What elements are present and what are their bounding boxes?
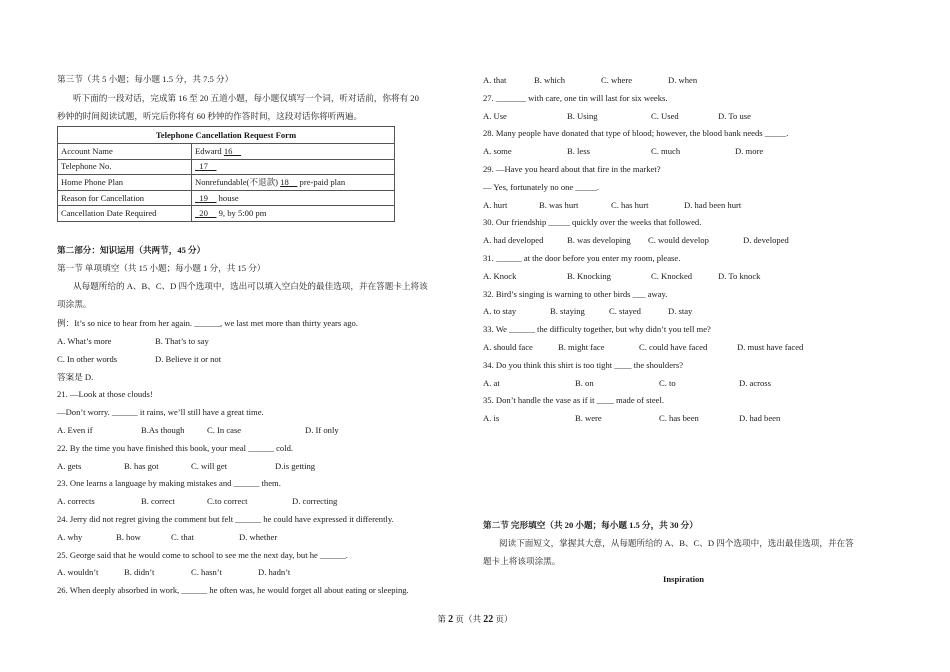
question-options (483, 200, 899, 211)
option[interactable]: C. has hurt (611, 200, 649, 210)
question-stem: 27. _______ with care, one tin will last for six weeks. (483, 93, 668, 103)
form-value (192, 159, 395, 175)
question-options (483, 378, 899, 389)
option[interactable]: D. developed (743, 235, 789, 245)
section1-title: 第一节 单项填空（共 15 小题；每小题 1 分，共 15 分） (57, 263, 266, 273)
option[interactable]: A. had developed (483, 235, 544, 245)
form-label: Account Name (58, 144, 192, 160)
section3-instructions-cont: 秒钟的时间阅读试题，听完后你将有 60 秒钟的作答时间，这段对话你将听两遍。 (57, 111, 363, 121)
option: A. What’s more (57, 336, 112, 346)
form-label: Reason for Cancellation (58, 190, 192, 206)
question-options (483, 146, 899, 157)
section1-instructions: 从每题所给的 A、B、C、D 四个选项中，选出可以填入空白处的最佳选项，并在答题卡上将该 (73, 281, 428, 291)
option[interactable]: B. might face (558, 342, 605, 352)
option[interactable]: B. were (575, 413, 602, 423)
option[interactable]: C.to correct (207, 496, 248, 506)
page-number: 2 (448, 614, 454, 625)
section3-title: 第三节（共 5 小题；每小题 1.5 分，共 7.5 分） (57, 74, 234, 84)
option[interactable]: D.is getting (275, 461, 316, 471)
option[interactable]: C. has been (659, 413, 699, 423)
form-value: Edward 16 (192, 144, 395, 160)
option[interactable]: A. wouldn’t (57, 567, 99, 577)
answer-blank[interactable]: 16 (223, 145, 233, 156)
option[interactable]: D. To use (718, 111, 751, 121)
example-options (57, 354, 469, 365)
form-value: 20 9, by 5:00 pm (192, 206, 395, 222)
question-options (483, 235, 899, 246)
option[interactable]: C. will get (191, 461, 228, 471)
question-options (57, 532, 469, 543)
option[interactable]: C. could have faced (639, 342, 708, 352)
option[interactable]: A. corrects (57, 496, 95, 506)
option[interactable]: C. stayed (609, 306, 641, 316)
question-options (483, 306, 899, 317)
question-options (483, 342, 899, 353)
option[interactable]: A. that (483, 75, 507, 85)
question-options (57, 567, 469, 578)
form-row (58, 159, 395, 175)
option[interactable]: D. more (735, 146, 764, 156)
option[interactable]: B. was developing (567, 235, 631, 245)
question-stem: 26. When deeply absorbed in work, ______ he often was, he would forget all about eating or sleeping. (57, 585, 409, 595)
option[interactable]: C. Knocked (651, 271, 693, 281)
form-value: Nonrefundable(不退款) 18 pre-paid plan (192, 175, 395, 191)
option[interactable]: D. must have faced (737, 342, 804, 352)
question-stem-cont: —Don’t worry. ______ it rains, we’ll still have a great time. (57, 407, 264, 417)
form-row (58, 206, 395, 222)
question-stem: 34. Do you think this shirt is too tight ____ the shoulders? (483, 360, 684, 370)
question-stem: 31. ______ at the door before you enter my room, please. (483, 253, 681, 263)
option[interactable]: D. hadn’t (258, 567, 291, 577)
question-stem: 32. Bird’s singing is warning to other birds ___ away. (483, 289, 668, 299)
option[interactable]: A. Knock (483, 271, 517, 281)
option[interactable]: A. at (483, 378, 500, 388)
form-row (58, 144, 395, 160)
question-stem: 24. Jerry did not regret giving the comment but felt ______ he could have expressed it differently. (57, 514, 394, 524)
option[interactable]: A. why (57, 532, 83, 542)
option[interactable]: C. where (601, 75, 633, 85)
passage-title: Inspiration (663, 574, 705, 584)
option[interactable]: A. should face (483, 342, 533, 352)
option[interactable]: C. would develop (648, 235, 709, 245)
option[interactable]: D. whether (239, 532, 278, 542)
option[interactable]: B. has got (124, 461, 159, 471)
page-total: 22 (483, 614, 494, 625)
form-title: Telephone Cancellation Request Form (58, 127, 395, 144)
option[interactable]: B. Knocking (567, 271, 611, 281)
option[interactable]: C. to (659, 378, 676, 388)
section2-instructions: 阅读下面短文，掌握其大意，从每题所给的 A、B、C、D 四个选项中，选出最佳选项，并在答 (499, 538, 854, 548)
section3-instructions: 听下面的一段对话，完成第 16 至 20 五道小题，每小题仅填写一个词，听对话前，你将有 20 (73, 93, 419, 103)
option[interactable]: B. on (575, 378, 594, 388)
question-stem: 33. We ______ the difficulty together, but why didn’t you tell me? (483, 324, 711, 334)
option[interactable]: B. didn’t (124, 567, 155, 577)
form-label: Cancellation Date Required (58, 206, 192, 222)
option[interactable]: D. correcting (292, 496, 338, 506)
option[interactable]: A. Use (483, 111, 507, 121)
part2-title: 第二部分：知识运用（共两节，45 分） (57, 245, 206, 255)
option[interactable]: A. is (483, 413, 500, 423)
option[interactable]: C. Used (651, 111, 679, 121)
question-options (483, 75, 899, 86)
option[interactable]: C. that (171, 532, 194, 542)
option: B. That’s to say (155, 336, 209, 346)
question-options (483, 413, 899, 424)
option: C. In other words (57, 354, 118, 364)
form-value: 19 house (192, 190, 395, 206)
question-options (483, 271, 899, 282)
section2-instructions-cont: 题卡上将该项涂黑。 (483, 556, 561, 566)
option[interactable]: B. was hurt (539, 200, 579, 210)
section1-instructions-cont: 项涂黑。 (57, 299, 92, 309)
option[interactable]: B.As though (141, 425, 185, 435)
question-stem: 29. —Have you heard about that fire in the market? (483, 164, 661, 174)
option[interactable]: B. staying (550, 306, 585, 316)
form-row (58, 175, 395, 191)
example-options (57, 336, 469, 347)
question-options (57, 425, 469, 436)
question-stem: 30. Our friendship _____ quickly over the weeks that followed. (483, 217, 702, 227)
option[interactable]: D. stay (668, 306, 693, 316)
form-row (58, 190, 395, 206)
option[interactable]: C. hasn’t (191, 567, 222, 577)
question-stem: 23. One learns a language by making mistakes and ______ them. (57, 478, 281, 488)
answer-blank[interactable]: 17 (199, 161, 208, 172)
answer-blank[interactable]: 20 (199, 208, 208, 219)
option[interactable]: D. across (739, 378, 771, 388)
option[interactable]: D. To knock (718, 271, 761, 281)
option: D. Believe it or not (155, 354, 222, 364)
example-answer: 答案是 D. (57, 372, 94, 382)
page-footer: 第 2 页（共 22 页） (437, 614, 513, 625)
answer-blank[interactable]: 19 (199, 192, 208, 203)
section2-title: 第二节 完形填空（共 20 小题；每小题 1.5 分，共 30 分） (483, 520, 698, 530)
question-stem: 25. George said that he would come to school to see me the next day, but he ______. (57, 550, 348, 560)
question-stem: 28. Many people have donated that type of blood; however, the blood bank needs _____. (483, 128, 789, 138)
answer-blank[interactable]: 18 (280, 176, 289, 187)
option[interactable]: A. to stay (483, 306, 517, 316)
option[interactable]: A. some (483, 146, 512, 156)
form-label: Telephone No. (58, 159, 192, 175)
form-label: Home Phone Plan (58, 175, 192, 191)
option[interactable]: A. Even if (57, 425, 93, 435)
option[interactable]: B. correct (141, 496, 175, 506)
option[interactable]: D. If only (305, 425, 339, 435)
option[interactable]: C. much (651, 146, 681, 156)
question-options (57, 496, 469, 507)
option[interactable]: C. In case (207, 425, 242, 435)
cancellation-form (57, 126, 395, 222)
question-stem-cont: — Yes, fortunately no one _____. (483, 182, 600, 192)
option[interactable]: A. hurt (483, 200, 508, 210)
option[interactable]: B. Using (567, 111, 598, 121)
question-stem: 35. Don’t handle the vase as if it ____ made of steel. (483, 395, 664, 405)
option[interactable]: D. had been (739, 413, 781, 423)
question-options (57, 461, 469, 472)
option[interactable]: A. gets (57, 461, 82, 471)
example-question: 例：It’s so nice to hear from her again. ______, we last met more than thirty years ago. (57, 318, 358, 328)
question-stem: 22. By the time you have finished this book, your meal ______ cold. (57, 443, 294, 453)
option[interactable]: D. had been hurt (684, 200, 742, 210)
question-stem: 21. —Look at those clouds! (57, 389, 153, 399)
question-options (483, 111, 899, 122)
option[interactable]: B. how (116, 532, 141, 542)
option[interactable]: B. which (534, 75, 566, 85)
option[interactable]: B. less (567, 146, 590, 156)
option[interactable]: D. when (668, 75, 698, 85)
